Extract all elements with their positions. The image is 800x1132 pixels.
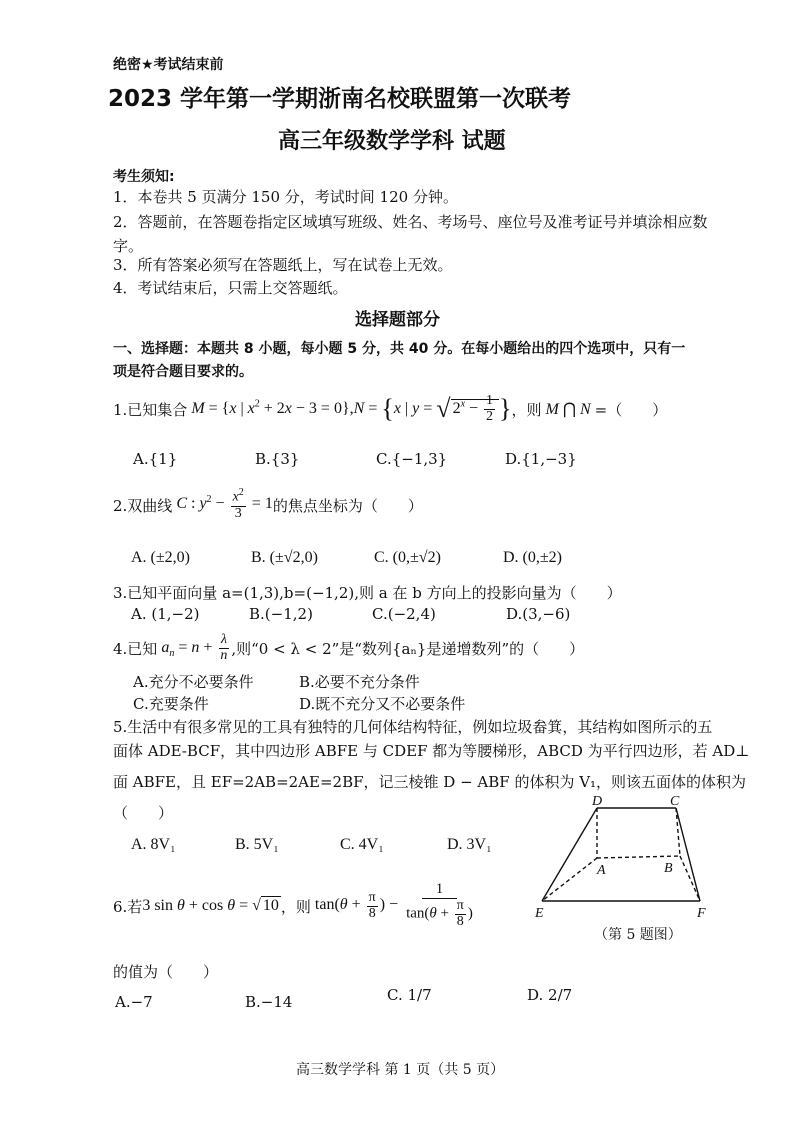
q1-blank: =（ ） [594, 400, 668, 419]
section-instruction: 一、选择题：本题共 8 小题，每小题 5 分，共 40 分。在每小题给出的四个选项中，只有一 [113, 341, 686, 357]
vertex-label-c: C [670, 794, 680, 809]
figure-caption: （第 5 题图） [594, 927, 682, 943]
q6-tail: 的值为（ ） [113, 963, 219, 981]
question-2 [113, 485, 423, 525]
notice-heading: 考生须知: [113, 169, 175, 185]
q6-condition: 3 sin θ + cos θ = √ 10 [142, 897, 279, 914]
q2-option-b: B. (±√2,0) [251, 549, 318, 566]
q1-suffix: ，则 [511, 400, 542, 419]
notice-item: 4．考试结束后，只需上交答题纸。 [113, 279, 348, 297]
q4-formula: $a_n = n$ + $\frac{\lambda}{n}$ [161, 631, 228, 663]
pentahedron-figure [530, 790, 720, 925]
q2-prefix: 2.双曲线 [113, 496, 173, 515]
question-5-line: （ ） [113, 804, 174, 822]
question-3: 3.已知平面向量 a=(1,3),b=(−1,2),则 a 在 b 方向上的投影向量为（ ） [113, 584, 622, 602]
question-5-line: 面 ABFE，且 EF=2AB=2AE=2BF，记三棱锥 D − ABF 的体积为 V₁，则该五面体的体积为 [113, 773, 747, 791]
q1-option-b: B.{3} [255, 450, 300, 468]
q2-option-c: C. (0,±√2) [374, 549, 441, 566]
q1-option-a: A.{1} [133, 450, 178, 468]
q4-option-d: D.既不充分又不必要条件 [299, 695, 466, 713]
page-footer: 高三数学学科 第 1 页（共 5 页） [296, 1062, 505, 1078]
q5-option-a: A. 8V₁ [131, 836, 176, 853]
q5-option-d: D. 3V₁ [447, 836, 492, 853]
vertex-label-d: D [592, 794, 603, 809]
q1-formula: M = {x | $x^2 + 2x - 3 = 0\},N = \{x$ | y = √ $2^x$ − $\frac{1}{2}$ } [191, 392, 512, 424]
vertex-label-b: B [664, 861, 673, 876]
vertex-label-f: F [697, 906, 706, 921]
question-6 [113, 880, 477, 932]
q6-mid: ，则 [280, 897, 311, 916]
q4-option-a: A.充分不必要条件 [133, 673, 254, 691]
question-1 [113, 392, 667, 426]
q2-option-a: A. (±2,0) [131, 549, 190, 566]
vertex-label-e: E [535, 906, 544, 921]
vertex-label-a: A [597, 863, 606, 878]
q1-intersection: M ⋂ N [545, 401, 591, 418]
q1-option-c: C.{−1,3} [376, 450, 448, 468]
section-instruction: 项是符合题目要求的。 [113, 364, 253, 380]
notice-item: 3．所有答案必须写在答题纸上，写在试卷上无效。 [113, 256, 453, 274]
notice-item: 1．本卷共 5 页满分 150 分，考试时间 120 分钟。 [113, 188, 458, 206]
q6-option-d: D. 2/7 [527, 986, 573, 1004]
question-4 [113, 628, 584, 668]
q6-option-a: A.−7 [115, 993, 153, 1011]
q4-option-c: C.充要条件 [133, 695, 209, 713]
question-5-line: 5.生活中有很多常见的工具有独特的几何体结构特征，例如垃圾畚箕，其结构如图所示的五 [113, 718, 713, 736]
q2-formula: C : $y^2$ − $\frac{x^2}{3}$ = 1 [176, 487, 273, 521]
q6-prefix: 6.若 [113, 897, 143, 916]
notice-item: 2．答题前，在答题卷指定区域填写班级、姓名、考场号、座位号及准考证号并填涂相应数 [113, 213, 708, 231]
q1-option-d: D.{1,−3} [505, 450, 577, 468]
notice-item: 字。 [113, 237, 144, 255]
q3-option-d: D.(3,−6) [506, 605, 571, 623]
exam-subtitle: 高三年级数学学科 试题 [278, 129, 506, 154]
q3-option-c: C.(−2,4) [372, 605, 436, 623]
section-title: 选择题部分 [355, 310, 440, 330]
q5-option-b: B. 5V₁ [235, 836, 279, 853]
question-5-line: 面体 ADE-BCF，其中四边形 ABFE 与 CDEF 都为等腰梯形，ABCD 为平行四边形，若 AD⊥ [113, 742, 750, 760]
q4-option-b: B.必要不充分条件 [299, 673, 420, 691]
q2-suffix: 的焦点坐标为（ ） [272, 496, 423, 515]
q6-expression: tan(θ + $\frac{\pi}{8}$ ) − 1 tan(θ + $\frac{\pi}{8}$ ) [310, 881, 473, 929]
q4-suffix: ,则“0 < λ < 2”是“数列{aₙ}是递增数列”的（ ） [231, 639, 585, 658]
q3-option-a: A. (1,−2) [131, 605, 200, 623]
secret-label: 绝密★考试结束前 [113, 57, 224, 73]
q2-option-d: D. (0,±2) [503, 549, 562, 566]
q1-prefix: 1.已知集合 [113, 400, 188, 419]
q6-option-b: B.−14 [245, 993, 293, 1011]
q6-option-c: C. 1/7 [387, 986, 432, 1004]
q3-option-b: B.(−1,2) [249, 605, 313, 623]
q4-prefix: 4.已知 [113, 639, 158, 658]
q5-option-c: C. 4V₁ [340, 836, 384, 853]
exam-title: 2023 学年第一学期浙南名校联盟第一次联考 [108, 86, 572, 112]
